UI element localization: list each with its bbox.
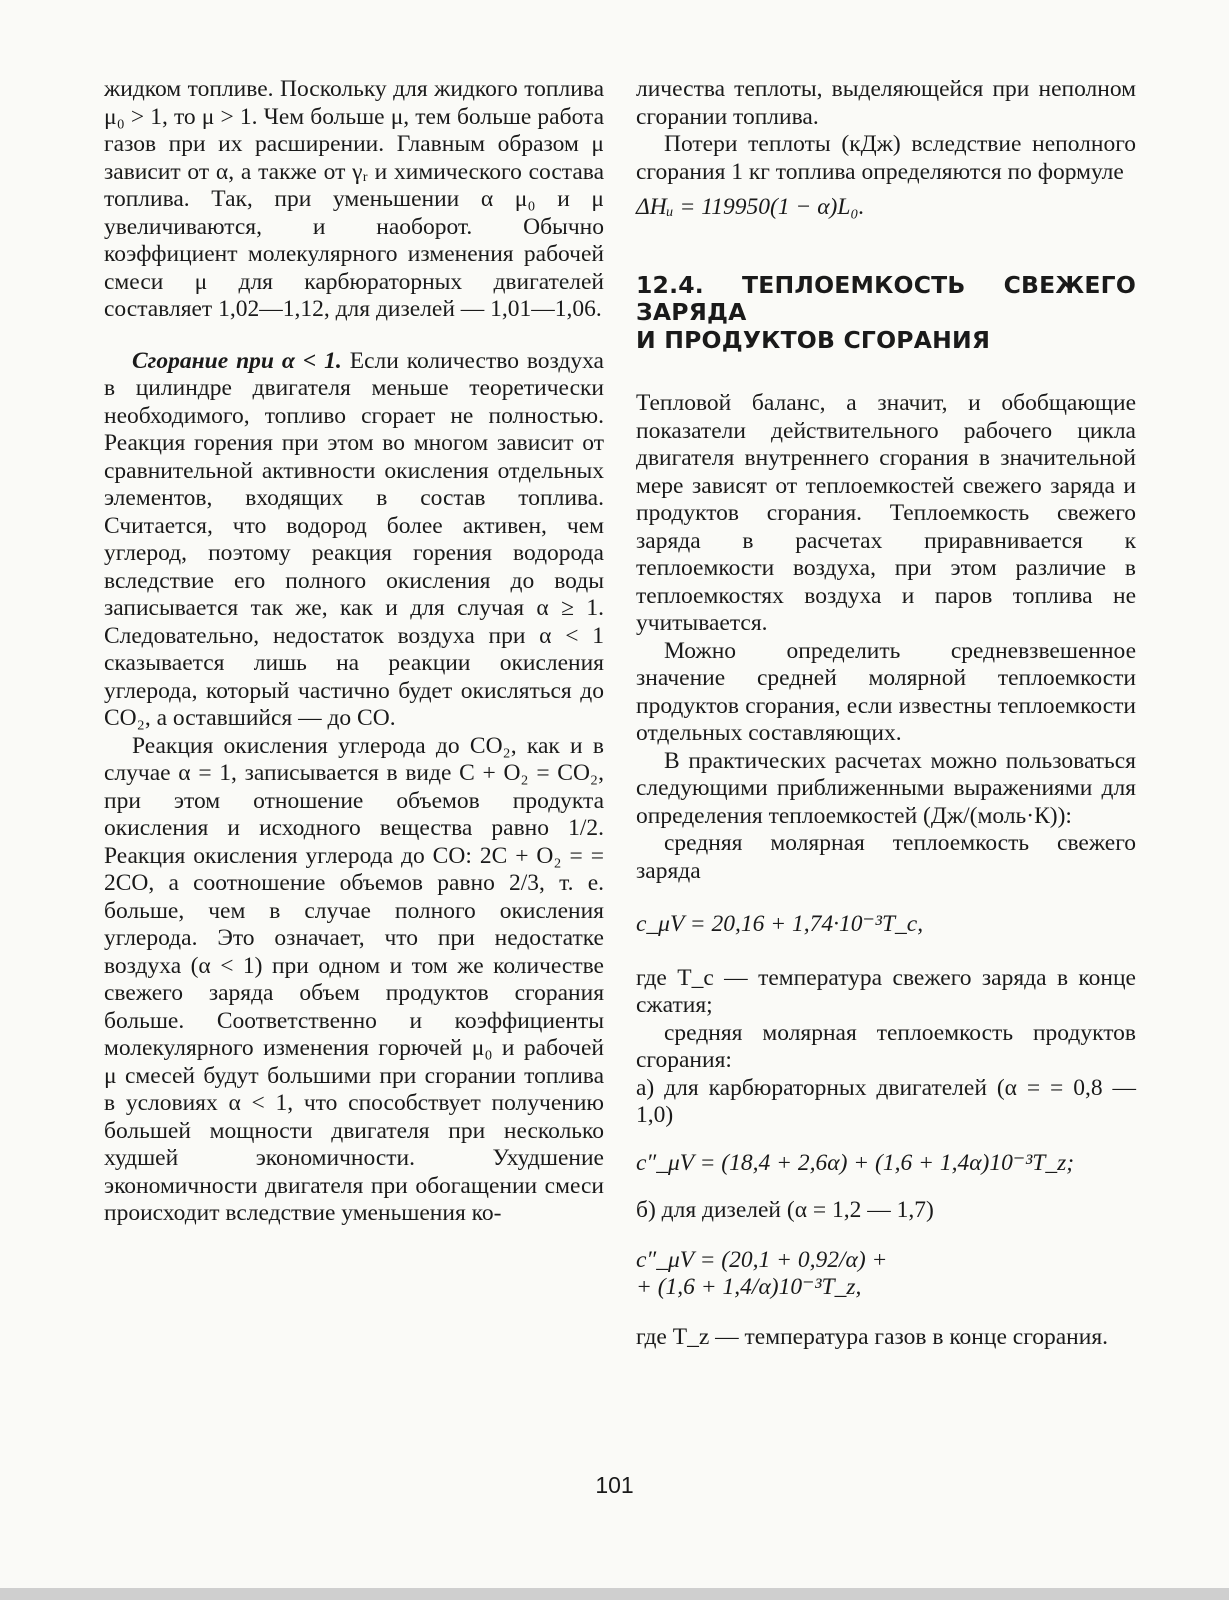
paragraph: В практических расчетах можно пользоваться следующими приближенными выражениями для определения теплоемкостей (Дж/(моль·К)): [636,747,1136,829]
paragraph: Потери теплоты (кДж) вследствие неполного сгорания 1 кг топлива определяются по формуле [636,131,1136,185]
paragraph: а) для карбюраторных двигателей (α = = 0,8 — 1,0) [636,1074,1136,1128]
paragraph [104,348,604,733]
paragraph: где T_z — температура газов в конце сгорания. [636,1323,1109,1350]
paragraph: б) для дизелей (α = 1,2 — 1,7) [636,1197,934,1223]
paragraph: Тепловой баланс, а значит, и обобщающие показатели действительного рабочего цикла двигателя внутреннего сгорания в значительной мере зависят от теплоемкостей свежего заряда и продуктов сгорания. Теплоемкость свежего заряда в расчетах приравнивается к теплоемкости воздуха, при этом различие в теплоемкостях воздуха и паров топлива не учитывается. [636,390,1136,636]
right-column [636,76,1136,1351]
formula: c″_μV = (18,4 + 2,6α) + (1,6 + 1,4α)10⁻³T_z; [636,1149,1075,1176]
formula: c″_μV = (20,1 + 0,92/α) + [636,1246,888,1273]
left-column [104,76,604,1228]
section-heading [636,272,1136,355]
page-number: 101 [595,1472,634,1498]
formula: + (1,6 + 1,4/α)10⁻³T_z, [636,1274,862,1300]
section-heading-line: И ПРОДУКТОВ СГОРАНИЯ [636,325,991,354]
paragraph: где T_c — температура свежего заряда в конце сжатия; [636,964,1136,1018]
paragraph-text: Если количество воздуха в цилиндре двигателя меньше теоретически необходимого, топливо сгорает не полностью. Реакция горения при этом во многом зависит от сравнительной активности окисления отдельных элементов, входящих в состав топлива. Считается, что водород более активен, чем углерод, поэтому реакция горения водорода вследствие его полного окисления до воды записывается так же, как и для случая α ≥ 1. Следовательно, недостаток воздуха при α < 1 сказывается лишь на реакции окисления углерода, который частично будет окисляться до CO₂, а оставшийся — до CO. [104,347,604,731]
scan-bottom-edge [0,1588,1229,1600]
paragraph: средняя молярная теплоемкость свежего заряда [636,830,1136,884]
paragraph: Реакция окисления углерода до CO₂, как и в случае α = 1, записывается в виде C + O₂ = CO₂, при этом отношение объемов продукта окисления и исходного вещества равно 1/2. Реакция окисления углерода до CO: 2C + O₂ = = 2CO, а соотношение объемов равно 2/3, т. е. больше, чем в случае полного окисления углерода. Это означает, что при недостатке воздуха (α < 1) при одном и том же количестве свежего заряда объем продуктов сгорания больше. Соответственно и коэффициенты молекулярного изменения горючей μ₀ и рабочей μ смесей будут большими при сгорании топлива в условиях α < 1, что способствует получению большей мощности двигателя при несколько худшей экономичности. Ухудшение экономичности двигателя при обогащении смеси происходит вследствие уменьшения ко- [104,732,604,1226]
paragraph: Можно определить средневзвешенное значение средней молярной теплоемкости продуктов сгорания, если известны теплоемкости отдельных составляющих. [636,637,1136,746]
formula: ΔHᵤ = 119950(1 − α)L₀. [636,194,865,220]
section-heading-line: 12.4. ТЕПЛОЕМКОСТЬ СВЕЖЕГО ЗАРЯДА [636,270,1136,326]
paragraph: средняя молярная теплоемкость продуктов сгорания: [636,1019,1136,1073]
section-lead-in: Сгорание при α < 1. [132,347,342,374]
paragraph: личества теплоты, выделяющейся при неполном сгорании топлива. [636,76,1136,130]
formula: c_μV = 20,16 + 1,74·10⁻³T_c, [636,911,924,937]
paragraph: жидком топливе. Поскольку для жидкого топлива μ₀ > 1, то μ > 1. Чем больше μ, тем больше работа газов при их расширении. Главным образом μ зависит от α, а также от γᵣ и химического состава топлива. Так, при уменьшении α μ₀ и μ увеличиваются, и наоборот. Обычно коэффициент молекулярного изменения рабочей смеси μ для карбюраторных двигателей составляет 1,02—1,12, для дизелей — 1,01—1,06. [104,76,604,322]
